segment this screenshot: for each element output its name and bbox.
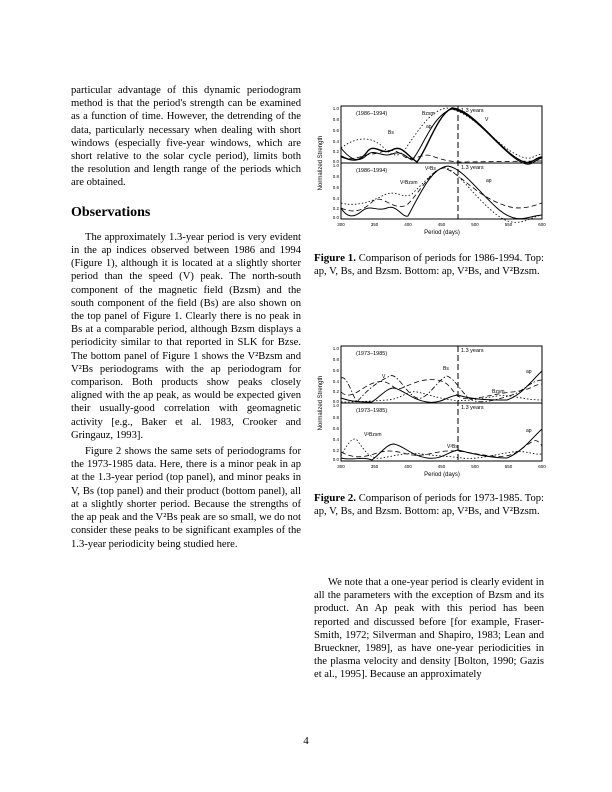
figure-2-plot xyxy=(312,340,552,480)
svg-text:0.2: 0.2 xyxy=(332,448,339,453)
svg-text:1.0: 1.0 xyxy=(332,106,339,111)
svg-text:0.6: 0.6 xyxy=(332,426,339,431)
paragraph-observations-2: Figure 2 shows the same sets of periodograms for the 1973-1985 data. Here, there is a minor peak in ap at the 1.3-year period (top panel), and minor peaks in V, Bs (top panel) and their product (bottom panel), all at a slightly shorter period. Because the strengths of the ap peak and the V²Bs peak are so small, we do not consider these peaks to be significant examples of the 1.3-year periodicity being studied here. xyxy=(71,446,301,550)
svg-text:0.2: 0.2 xyxy=(332,149,339,154)
figure-1-plot xyxy=(312,100,552,240)
paragraph-observations-1: The approximately 1.3-year period is very evident in the ap indices observed between 1986 and 1994 (Figure 1), although it is located at a slightly shorter period than the speed (V) peak. The north-south component of the magnetic field (Bzsm) and the south component of the field (Bs) are also shown on the top panel of Figure 1. Clearly there is no peak in Bs at a comparable period, although Bzsm displays a periodicity similar to that reported in SLK for Bzse. The bottom panel of Figure 1 shows the V²Bzsm and V²Bs periodograms with the ap periodogram for comparison. Both products show peaks closely aligned with the ap peak, as would be expected given their usually-good correlation with geomagnetic activity [e.g., Baker et al. 1983, Crooker and Gringauz, 1993]. xyxy=(71,231,301,441)
svg-text:0.8: 0.8 xyxy=(332,117,339,122)
svg-text:300: 300 xyxy=(337,464,345,469)
figure-2-caption xyxy=(314,492,544,518)
svg-text:0.4: 0.4 xyxy=(332,437,339,442)
svg-text:0.0: 0.0 xyxy=(332,215,339,220)
svg-text:ap: ap xyxy=(486,178,492,184)
figure-2 xyxy=(312,340,552,480)
paragraph-one-year-period: We note that a one-year period is clearly evident in all the parameters with the exception of Bzsm and its product. An Ap peak with this period has been reported and discussed before [for example, Fraser-Smith, 1972; Silverman and Shapiro, 1983; Lean and Brueckner, 1989], as have one-year periodicities in the plasma velocity and density [Bolton, 1990; Gazis et al., 1995]. Because an approximately xyxy=(314,577,544,681)
svg-text:1.3 years: 1.3 years xyxy=(461,165,484,171)
paragraph-continued: particular advantage of this dynamic periodogram method is that the period's strength can be examined as a function of time. However, the detrending of the data, particularly necessary when dealing with short windows (especially five-year windows, which are short relative to the solar cycle period), limits both the resolution and length range of the periods which are obtained. xyxy=(71,85,301,189)
left-column xyxy=(71,84,301,551)
page-number: 4 xyxy=(303,735,309,747)
svg-text:0.4: 0.4 xyxy=(332,379,339,384)
svg-text:Bs: Bs xyxy=(443,366,449,372)
svg-text:V: V xyxy=(485,117,489,123)
svg-text:0.4: 0.4 xyxy=(332,196,339,201)
svg-text:1.0: 1.0 xyxy=(332,163,339,168)
svg-text:0.0: 0.0 xyxy=(332,399,339,404)
svg-text:0.6: 0.6 xyxy=(332,128,339,133)
svg-text:Period (days): Period (days) xyxy=(424,472,460,478)
svg-text:1.3 years: 1.3 years xyxy=(461,108,484,114)
svg-text:550: 550 xyxy=(504,464,513,469)
svg-text:0.8: 0.8 xyxy=(332,357,339,362)
svg-text:Bzsm: Bzsm xyxy=(422,111,435,117)
svg-text:(1973–1985): (1973–1985) xyxy=(356,408,388,414)
figure-1-caption xyxy=(314,252,544,278)
svg-text:1.3 years: 1.3 years xyxy=(461,405,484,411)
svg-text:450: 450 xyxy=(437,222,446,227)
svg-text:V: V xyxy=(382,374,386,380)
svg-text:0.4: 0.4 xyxy=(332,139,339,144)
svg-text:550: 550 xyxy=(504,222,513,227)
svg-text:(1986–1994): (1986–1994) xyxy=(356,168,388,174)
svg-text:V²Bzsm: V²Bzsm xyxy=(364,432,382,438)
svg-text:0.0: 0.0 xyxy=(332,159,339,164)
svg-text:0.2: 0.2 xyxy=(332,389,339,394)
svg-text:V²Bs: V²Bs xyxy=(447,444,458,450)
svg-text:350: 350 xyxy=(370,464,379,469)
svg-text:0.8: 0.8 xyxy=(332,174,339,179)
svg-text:(1973–1985): (1973–1985) xyxy=(356,351,388,357)
svg-text:0.2: 0.2 xyxy=(332,206,339,211)
svg-text:400: 400 xyxy=(404,464,412,469)
svg-text:ap: ap xyxy=(526,369,532,375)
figure-1 xyxy=(312,100,552,240)
svg-text:450: 450 xyxy=(437,464,446,469)
svg-text:V²Bs: V²Bs xyxy=(425,166,436,172)
svg-text:(1986–1994): (1986–1994) xyxy=(356,111,388,117)
svg-text:0.0: 0.0 xyxy=(332,457,339,462)
svg-text:ap: ap xyxy=(526,428,532,434)
svg-text:Normalized Strength: Normalized Strength xyxy=(318,375,324,431)
figure-1-caption-label: Figure 1. xyxy=(314,252,357,264)
svg-text:600: 600 xyxy=(538,222,546,227)
svg-text:1.3 years: 1.3 years xyxy=(461,348,484,354)
right-column-text xyxy=(314,576,544,682)
svg-text:Period (days): Period (days) xyxy=(424,230,460,236)
svg-text:ap: ap xyxy=(426,124,432,130)
svg-text:0.8: 0.8 xyxy=(332,415,339,420)
svg-text:350: 350 xyxy=(370,222,379,227)
svg-text:Bs: Bs xyxy=(388,130,394,136)
figure-1-caption-text: Comparison of periods for 1986-1994. Top: ap, V, Bs, and Bzsm. Bottom: ap, V²Bs, and V²Bzsm. xyxy=(314,253,544,278)
svg-text:500: 500 xyxy=(471,222,479,227)
svg-text:Bzsm: Bzsm xyxy=(492,389,505,395)
svg-text:1.0: 1.0 xyxy=(332,346,339,351)
svg-text:0.6: 0.6 xyxy=(332,185,339,190)
svg-text:300: 300 xyxy=(337,222,345,227)
svg-text:600: 600 xyxy=(538,464,546,469)
figure-2-caption-text: Comparison of periods for 1973-1985. Top: ap, V, Bs, and Bzsm. Bottom: ap, V²Bs, and V²Bzsm. xyxy=(314,493,544,518)
section-heading-observations: Observations xyxy=(71,204,151,220)
svg-text:V²Bzsm: V²Bzsm xyxy=(400,180,418,186)
svg-text:500: 500 xyxy=(471,464,479,469)
svg-text:1.0: 1.0 xyxy=(332,403,339,408)
figure-2-caption-label: Figure 2. xyxy=(314,492,357,504)
svg-text:Normalized Strength: Normalized Strength xyxy=(318,135,324,191)
svg-text:0.6: 0.6 xyxy=(332,368,339,373)
svg-text:400: 400 xyxy=(404,222,412,227)
